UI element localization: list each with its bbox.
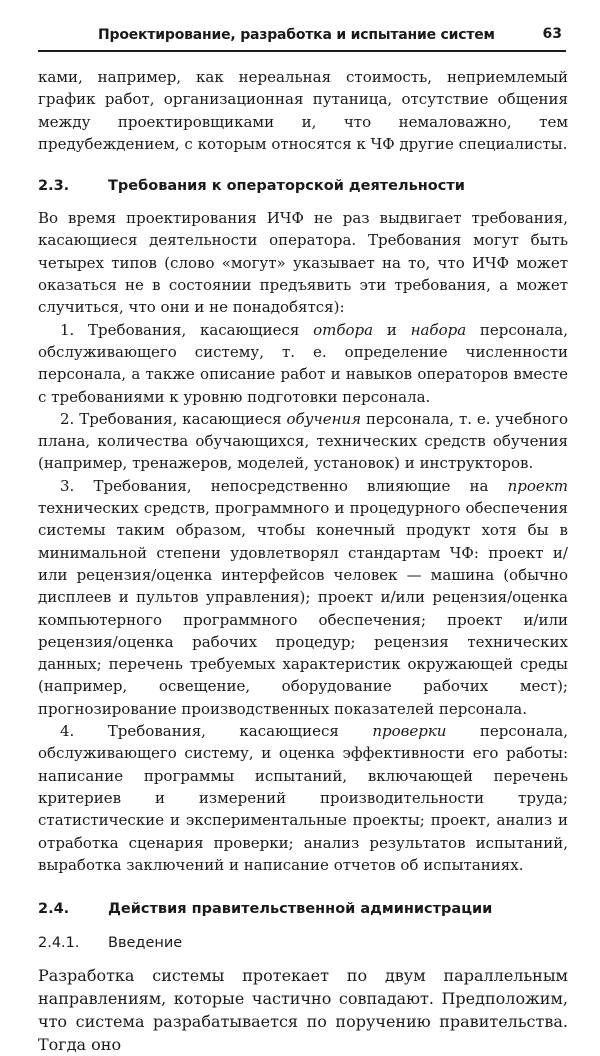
header-rule — [38, 50, 566, 52]
item-text: 2. Требования, касающиеся — [60, 409, 287, 428]
item-emphasis: проект — [507, 476, 568, 495]
intro-paragraph: ками, например, как нереальная стоимость, неприемлемый график работ, организационная путаница, отсутствие общения между проектировщиками и, что немаловажно, тем предубеждением, с которым относятся к ЧФ другие специалисты. — [38, 68, 568, 153]
item-text: технических средств, программного и процедурного обеспечения системы таким образом, чтобы конечный продукт хотя бы в минимальной степени удовлетворял стандартам ЧФ: проект и/или рецензия/оценка интерфейсов человек — машина (обычно дисплеев и пультов управления); проект и/или рецензия/оценка компьютерного программного обеспечения; проект и/или рецензия/оценка рабочих процедур; рецензия технических данных; перечень требуемых характеристик окружающей среды (например, освещение, оборудование рабочих мест); прогнозирование производственных показателей персонала. — [38, 499, 568, 718]
item-emphasis: набора — [410, 320, 467, 339]
section-title: Требования к операторской деятельности — [108, 178, 465, 195]
item-emphasis: обучения — [286, 409, 362, 428]
section-2-4-1-paragraph: Разработка системы протекает по двум параллельным направлениям, которые частично совпадают. Предположим, что система разрабатывается по поручению правительства. Тогда оно — [38, 966, 568, 1055]
page-body — [38, 66, 568, 1056]
requirement-item-1 — [38, 319, 568, 408]
item-text: 4. Требования, касающиеся — [60, 722, 373, 741]
requirement-item-2 — [38, 408, 568, 475]
requirement-item-3 — [38, 475, 568, 720]
requirement-item-4 — [38, 720, 568, 876]
item-text: 3. Требования, непосредственно влияющие на — [60, 476, 508, 495]
item-text: персонала, т. е. учебного плана, количества обучающихся, технических средств обучения (например, тренажеров, моделей, установок) и инструкторов. — [38, 409, 568, 473]
item-emphasis: отбора — [313, 320, 374, 339]
item-emphasis: проверки — [372, 722, 447, 741]
subsection-number: 2.4.1. — [38, 935, 80, 952]
section-title: Действия правительственной администрации — [108, 901, 493, 918]
subsection-title: Введение — [108, 935, 183, 952]
section-heading-2-3 — [38, 175, 568, 197]
item-text: персонала, обслуживающего систему, т. е. определение численности персонала, а также описание работ и навыков операторов вместе с требованиями к уровню подготовки персонала. — [38, 320, 568, 406]
running-header — [38, 27, 566, 53]
section-number: 2.3. — [38, 178, 70, 195]
running-title: Проектирование, разработка и испытание систем — [98, 27, 495, 43]
section-number: 2.4. — [38, 901, 70, 918]
section-heading-2-4 — [38, 898, 568, 920]
subsection-heading-2-4-1 — [38, 932, 568, 954]
section-2-3-intro-paragraph: Во время проектирования ИЧФ не раз выдвигает требования, касающиеся деятельности оператора. Требования могут быть четырех типов (слово «могут» указывает на то, что ИЧФ может оказаться не в состоянии предъявить эти требования, а может случиться, что они и не понадобятся): — [38, 209, 568, 317]
page-number: 63 — [542, 26, 562, 42]
item-text: 1. Требования, касающиеся — [60, 320, 314, 339]
item-text: и — [373, 320, 411, 339]
item-text: персонала, обслуживающего систему, и оценка эффективности его работы: написание программы испытаний, включающей перечень критериев и измерений производительности труда; статистические и экспериментальные проекты; проект, анализ и отработка сценария проверки; анализ результатов испытаний, выработка заключений и написание отчетов об испытаниях. — [38, 722, 569, 874]
